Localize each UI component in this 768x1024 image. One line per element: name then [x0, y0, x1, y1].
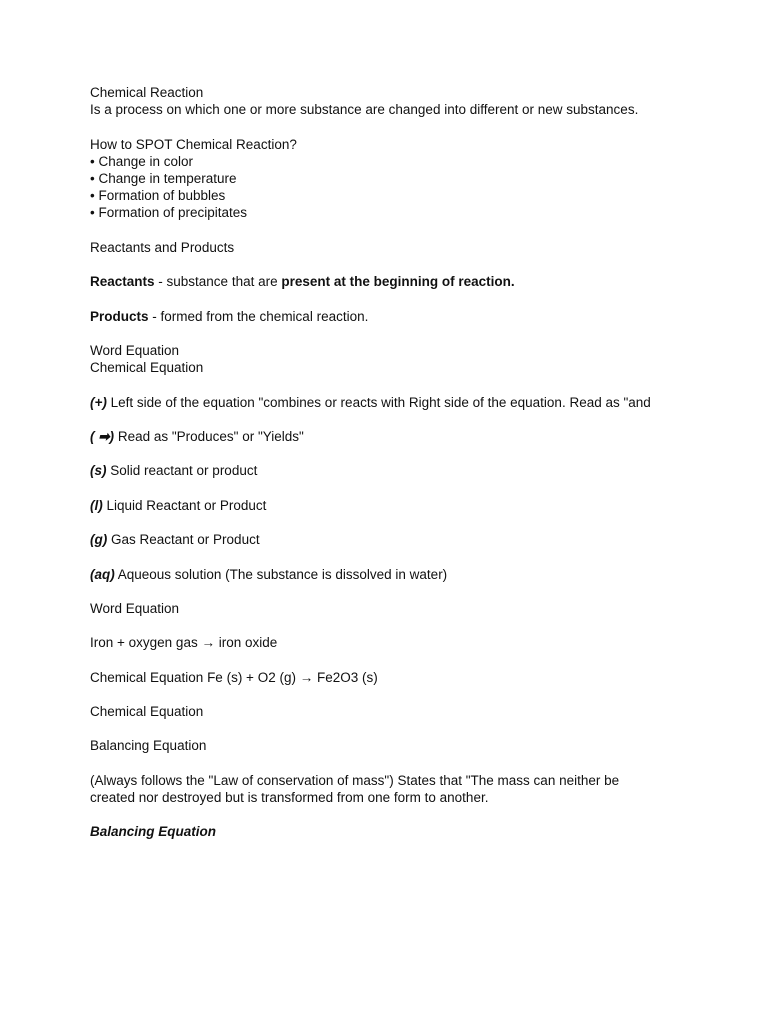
- reactants-text: - substance that are: [154, 274, 282, 290]
- symbol-arrow-text: Read as "Produces" or "Yields": [114, 428, 304, 444]
- chemical-equation-label: Chemical Equation: [90, 360, 204, 376]
- symbol-aqueous: (aq): [90, 566, 115, 582]
- symbol-aqueous-text: Aqueous solution (The substance is dissolved in water): [114, 566, 448, 582]
- symbol-liquid-text: Liquid Reactant or Product: [102, 497, 267, 513]
- chemical-equation-label: Chemical Equation: [90, 704, 204, 720]
- symbol-arrow: ( ➡): [90, 428, 115, 444]
- document-body: [90, 84, 730, 841]
- doc-title: Chemical Reaction: [90, 85, 204, 100]
- products-definition: [90, 308, 730, 325]
- symbol-liquid-line: [90, 497, 730, 514]
- reactants-products-heading: Reactants and Products: [90, 239, 235, 255]
- reactants-definition: [90, 273, 730, 290]
- word-equation-example: Iron + oxygen gas → iron oxide: [90, 635, 278, 651]
- reactants-term: Reactants: [90, 274, 155, 290]
- chemical-equation-example: Chemical Equation Fe (s) + O2 (g) → Fe2O3 (s): [90, 669, 378, 685]
- products-term: Products: [90, 308, 149, 324]
- law-of-conservation-text: (Always follows the "Law of conservation of mass") States that "The mass can neither be created nor destroyed but is transformed from one form to another.: [90, 772, 620, 806]
- spot-item: • Change in temperature: [90, 171, 237, 186]
- symbol-plus: (+): [90, 394, 107, 410]
- symbol-arrow-line: [90, 428, 730, 445]
- definition-text: Is a process on which one or more substance are changed into different or new substances.: [90, 102, 639, 118]
- symbol-plus-text: Left side of the equation "combines or reacts with Right side of the equation. Read as "and: [106, 394, 651, 410]
- symbol-solid: (s): [90, 463, 107, 479]
- balancing-equation-heading: Balancing Equation: [90, 824, 217, 840]
- word-equation-label: Word Equation: [90, 342, 180, 358]
- symbol-gas-text: Gas Reactant or Product: [107, 532, 260, 548]
- reactants-emphasis: present at the beginning of reaction.: [281, 274, 515, 290]
- symbol-solid-line: [90, 462, 730, 479]
- spot-item: • Formation of bubbles: [90, 188, 226, 204]
- spot-item: • Formation of precipitates: [90, 205, 248, 221]
- word-equation-label: Word Equation: [90, 600, 180, 616]
- symbol-gas-line: [90, 531, 730, 548]
- symbol-gas: (g): [90, 532, 108, 548]
- symbol-aqueous-line: [90, 566, 730, 583]
- spot-heading: How to SPOT Chemical Reaction?: [90, 136, 297, 152]
- symbol-liquid: (l): [90, 497, 103, 513]
- balancing-equation-label: Balancing Equation: [90, 738, 207, 754]
- symbol-solid-text: Solid reactant or product: [106, 463, 258, 479]
- spot-item: • Change in color: [90, 153, 194, 169]
- products-text: - formed from the chemical reaction.: [148, 308, 369, 324]
- symbol-plus-line: [90, 394, 730, 411]
